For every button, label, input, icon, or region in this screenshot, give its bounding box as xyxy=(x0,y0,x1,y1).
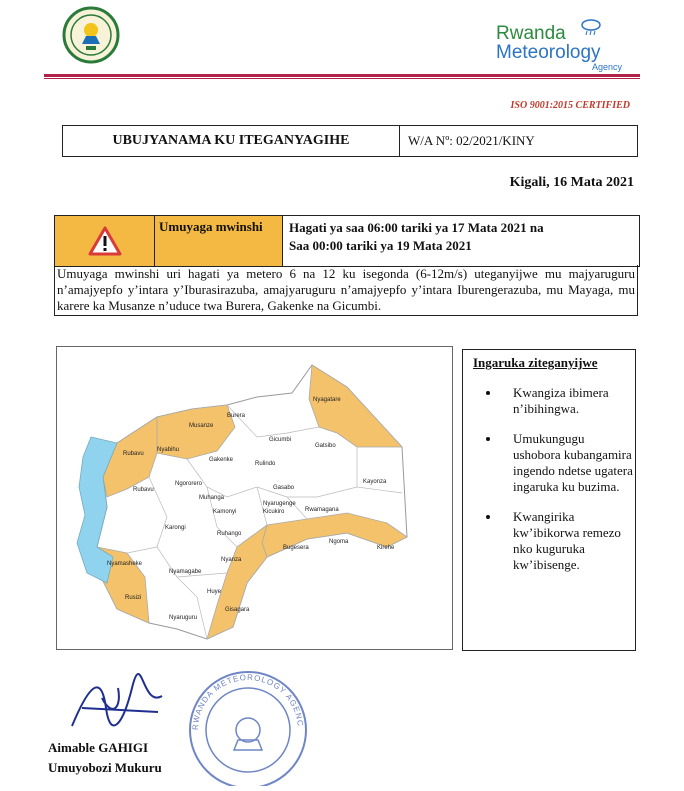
district-label: Rwamagana xyxy=(305,507,339,513)
rwanda-map xyxy=(57,347,452,649)
cloud-rain-icon xyxy=(580,18,602,36)
district-label: Kayonza xyxy=(363,479,387,485)
impacts-box xyxy=(462,349,636,651)
agency-logo-line2: Meteorology xyxy=(496,42,601,63)
warning-icon-cell xyxy=(55,216,155,266)
district-label: Nyaruguru xyxy=(169,615,198,621)
district-label: Ngororero xyxy=(175,481,203,487)
warning-map xyxy=(56,346,453,650)
warning-period xyxy=(283,216,639,266)
district-label: Rubavu xyxy=(133,487,154,493)
district-label: Kicukiro xyxy=(263,509,285,515)
district-label: Nyarugenge xyxy=(263,501,296,507)
district-label: Ngoma xyxy=(329,539,349,545)
warning-period-line1: Hagati ya saa 06:00 tariki ya 17 Mata 2021 na xyxy=(289,220,544,235)
district-label: Nyanza xyxy=(221,557,242,563)
district-label: Muhanga xyxy=(199,495,225,501)
district-label: Burera xyxy=(227,413,246,419)
agency-logo xyxy=(496,24,636,78)
signature xyxy=(62,668,172,734)
iso-certification: ISO 9001:2015 CERTIFIED xyxy=(510,100,630,111)
district-label: Gatsibo xyxy=(315,443,336,449)
impact-item: • Umukungugu ushobora kubangamira ingendo ndetse ugatera ingaruka ku buzima. xyxy=(501,431,635,495)
district-label: Huye xyxy=(207,589,222,595)
warning-box xyxy=(54,215,640,267)
warning-triangle-icon xyxy=(88,226,122,256)
district-label: Gisagara xyxy=(225,607,250,613)
impacts-list xyxy=(463,385,635,573)
document-title: UBUJYANAMA KU ITEGANYAGIHE xyxy=(63,126,400,156)
warning-description: Umuyaga mwinshi uri hagati ya metero 6 na 12 ku isegonda (6-12m/s) uteganyijwe mu majyaruguru n’amajyepfo y’intara y’Iburasirazuba, amajyaruguru n’amajyepfo y’intara Iburengerazuba, mu Mayaga, mu karere ka Musanze n’uduce twa Burera, Gakenke na Gicumbi. xyxy=(54,265,638,316)
district-label: Rulindo xyxy=(255,461,276,467)
official-stamp xyxy=(182,664,314,786)
document-date: Kigali, 16 Mata 2021 xyxy=(509,175,634,190)
agency-logo-line3: Agency xyxy=(591,62,622,72)
district-label: Nyagatare xyxy=(313,397,341,403)
header-rule-thin xyxy=(44,78,640,79)
district-label: Gicumbi xyxy=(269,437,292,443)
impacts-title: Ingaruka ziteganyijwe xyxy=(473,355,598,370)
district-label: Gakenke xyxy=(209,457,234,463)
district-label: Rusizi xyxy=(125,595,142,601)
district-label: Kamonyi xyxy=(213,509,237,515)
impact-item: • Kwangirika kw’ibikorwa remezo nko kuguruka kw’ibisenge. xyxy=(501,509,635,573)
document-reference: W/A Nº: 02/2021/KINY xyxy=(408,133,535,148)
district-label: Ruhango xyxy=(217,531,242,537)
coat-of-arms xyxy=(62,6,120,64)
impact-item: • Kwangiza ibimera n’ibihingwa. xyxy=(501,385,635,417)
district-label: Nyamagabe xyxy=(169,569,202,575)
district-label: Musanze xyxy=(189,423,214,429)
district-label: Nyabihu xyxy=(157,447,180,453)
signatory-role: Umuyobozi Mukuru xyxy=(48,760,162,775)
signatory-name: Aimable GAHIGI xyxy=(48,740,149,755)
district-label: Nyamasheke xyxy=(107,561,143,567)
district-label: Karongi xyxy=(165,525,186,531)
agency-logo-line1: Rwanda xyxy=(496,23,566,44)
district-label: Gasabo xyxy=(273,485,295,491)
warning-period-line2: Saa 00:00 tariki ya 19 Mata 2021 xyxy=(289,238,472,253)
title-box xyxy=(62,125,638,157)
stamp-text: RWANDA METEOROLOGY AGENC xyxy=(190,672,305,731)
warning-label: Umuyaga mwinshi xyxy=(155,216,283,266)
district-label: Kirehe xyxy=(377,545,395,551)
district-label: Rubavu xyxy=(123,451,144,457)
district-label: Bugesera xyxy=(283,545,309,551)
